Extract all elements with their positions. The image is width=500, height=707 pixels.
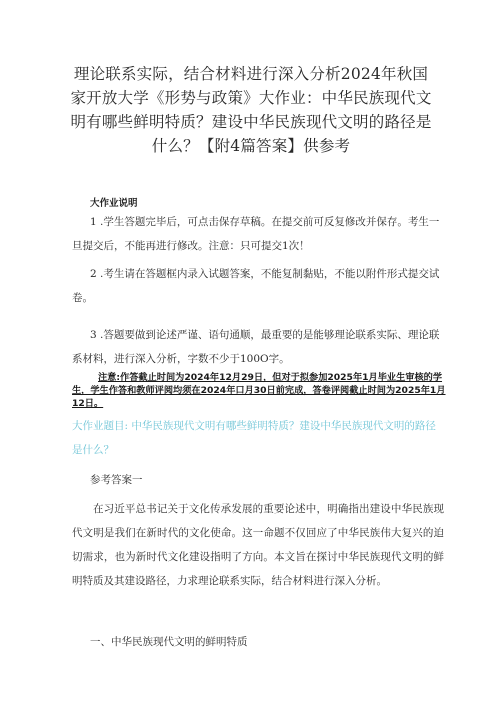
- answer-paragraph: 在习近平总书记关于文化传承发展的重要论述中，明确指出建设中华民族现代文明是我们在新时代的文化使命。这一命题不仅回应了中华民族伟大复兴的迫切需求，也为新时代文化建设指明了方向。本文旨在探讨中华民族现代文明的鲜明特质及其建设路径，力求理论联系实际，结合材料进行深入分析。: [72, 503, 444, 587]
- note-item-1: 1 .学生答题完毕后，可点击保存草稿。在提交前可反复修改并保存。考生一旦提交后，不能再进行修改。注意：只可提交1次！: [72, 216, 440, 252]
- deadline-text: 注意:作答截止时间为2024年12月29日，但对于拟参加2025年1月毕业生审核的学生，学生作答和教师评阅均须在2024年口月30日前完成，答卷评阅截止时间为2025年1月12日。: [72, 372, 446, 409]
- section-heading: 一、中华民族现代文明的鲜明特质: [90, 636, 248, 648]
- answer-heading: 参考答案一: [90, 474, 143, 486]
- notes-heading: 大作业说明: [90, 198, 138, 209]
- note-item-3: 3 .答题要做到论述严谨、语句通顺，最重要的是能够理论联系实际、理论联系材料，进行深入分析，字数不少于100O字。: [72, 329, 440, 365]
- deadline-notice: [72, 371, 446, 410]
- document-title: 理论联系实际，结合材料进行深入分析2024年秋国家开放大学《形势与政策》大作业：中华民族现代文明有哪些鲜明特质？建设中华民族现代文明的路径是什么？【附4篇答案】供参考: [70, 65, 432, 155]
- note-item-2: 2 .考生请在答题框内录入试题答案，不能复制黏贴，不能以附件形式提交试卷。: [72, 268, 440, 304]
- assignment-question: 大作业题目: 中华民族现代文明有哪些鲜明特质？建设中华民族现代文明的路径是什么？: [72, 420, 436, 456]
